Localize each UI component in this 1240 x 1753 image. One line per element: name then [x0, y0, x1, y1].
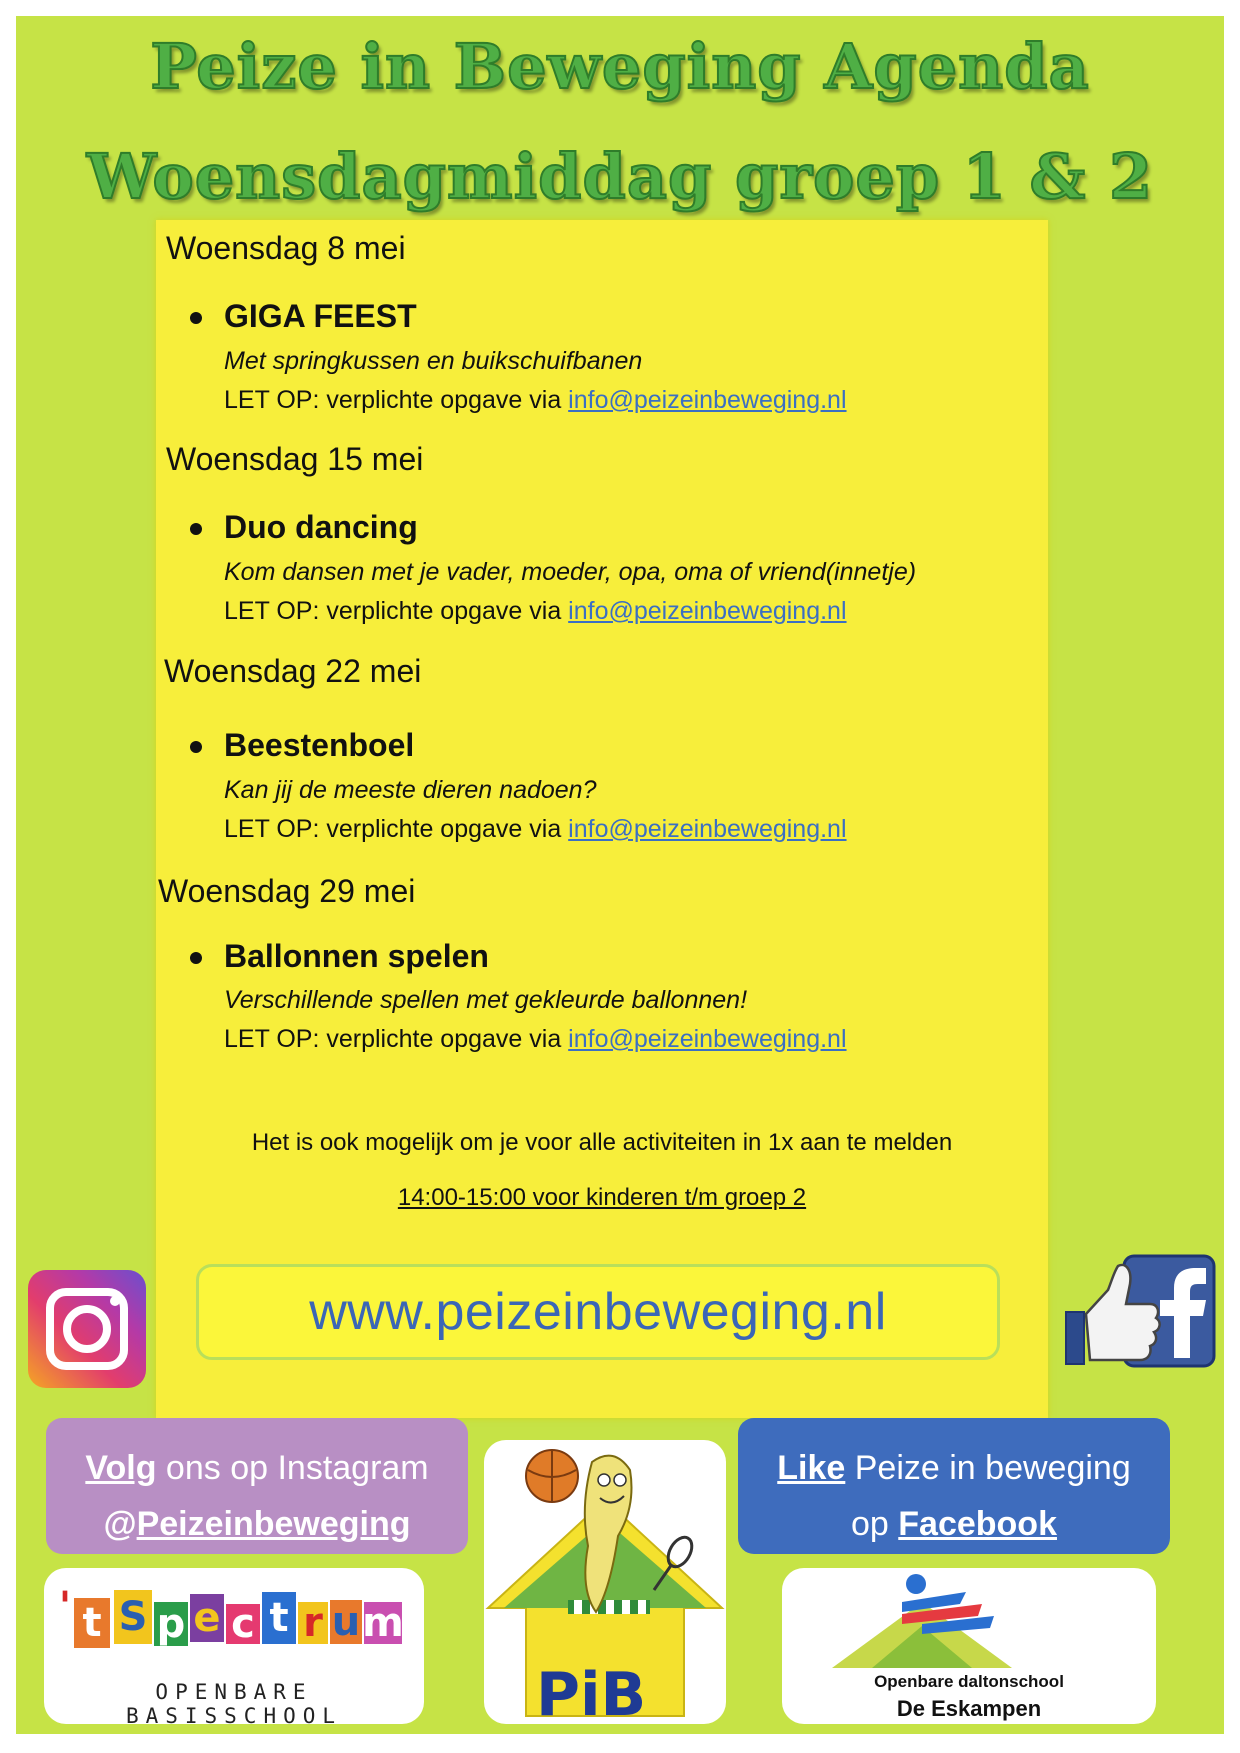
instagram-follow-box[interactable]: [46, 1418, 468, 1554]
agenda-description: Met springkussen en buikschuifbanen: [224, 347, 643, 375]
agenda-description: Verschillende spellen met gekleurde ballonnen!: [224, 986, 748, 1014]
agenda-activity: Ballonnen spelen: [224, 938, 489, 974]
facebook-like-line1: Like Peize in beweging: [777, 1449, 1131, 1487]
eskampen-logo: [782, 1568, 1156, 1724]
page-subtitle: Woensdagmiddag groep 1 & 2: [86, 140, 1154, 213]
spectrum-logo: ' t S p e c t r u m OPENBARE BASISSCHOOL: [44, 1568, 424, 1724]
eskampen-line2: De Eskampen: [896, 1696, 1042, 1721]
facebook-like-box[interactable]: [738, 1418, 1170, 1554]
facebook-like-line2: op Facebook: [851, 1505, 1057, 1543]
agenda-note: LET OP: verplichte opgave via info@peizeinbeweging.nl: [224, 597, 847, 625]
pib-logo: [484, 1440, 726, 1730]
website-link[interactable]: www.peizeinbeweging.nl: [309, 1283, 887, 1341]
bullet-icon: [190, 952, 202, 964]
bullet-icon: [190, 312, 202, 324]
bullet-icon: [190, 741, 202, 753]
email-link[interactable]: info@peizeinbeweging.nl: [568, 1025, 847, 1053]
page-title: Peize in Beweging Agenda: [150, 30, 1090, 103]
agenda-day: Woensdag 15 mei: [166, 441, 424, 477]
email-link[interactable]: info@peizeinbeweging.nl: [568, 597, 847, 625]
spectrum-subtitle: OPENBARE BASISSCHOOL: [125, 1680, 343, 1728]
follow-link[interactable]: Volg: [85, 1449, 157, 1487]
like-link[interactable]: Like: [777, 1449, 846, 1487]
agenda-note: LET OP: verplichte opgave via info@peizeinbeweging.nl: [224, 386, 847, 414]
email-link[interactable]: info@peizeinbeweging.nl: [568, 815, 847, 843]
email-link[interactable]: info@peizeinbeweging.nl: [568, 386, 847, 414]
agenda-day: Woensdag 29 mei: [158, 873, 416, 909]
instagram-handle-line: @Peizeinbeweging: [103, 1505, 411, 1543]
eskampen-line1: Openbare daltonschool: [874, 1672, 1064, 1691]
agenda-activity: Beestenboel: [224, 727, 415, 763]
time-text: 14:00-15:00 voor kinderen t/m groep 2: [397, 1184, 807, 1211]
instagram-follow-line1: Volg ons op Instagram: [85, 1449, 429, 1487]
facebook-like-icon[interactable]: [1062, 1254, 1216, 1374]
agenda-note: LET OP: verplichte opgave via info@peizeinbeweging.nl: [224, 1025, 847, 1053]
facebook-link[interactable]: Facebook: [898, 1505, 1057, 1543]
pib-logo-text: PiB: [536, 1660, 647, 1730]
instagram-handle-link[interactable]: Peizeinbeweging: [136, 1505, 411, 1543]
signup-all-text: Het is ook mogelijk om je voor alle activiteiten in 1x aan te melden: [251, 1129, 953, 1156]
agenda-description: Kan jij de meeste dieren nadoen?: [224, 776, 597, 804]
agenda-note: LET OP: verplichte opgave via info@peizeinbeweging.nl: [224, 815, 847, 843]
agenda-activity: Duo dancing: [224, 509, 418, 545]
agenda-activity: GIGA FEEST: [224, 298, 417, 334]
instagram-icon[interactable]: [28, 1270, 146, 1388]
agenda-description: Kom dansen met je vader, moeder, opa, oma of vriend(innetje): [224, 558, 917, 586]
agenda-day: Woensdag 22 mei: [164, 653, 422, 689]
website-box[interactable]: [196, 1264, 1000, 1360]
bullet-icon: [190, 523, 202, 535]
agenda-day: Woensdag 8 mei: [166, 230, 406, 266]
